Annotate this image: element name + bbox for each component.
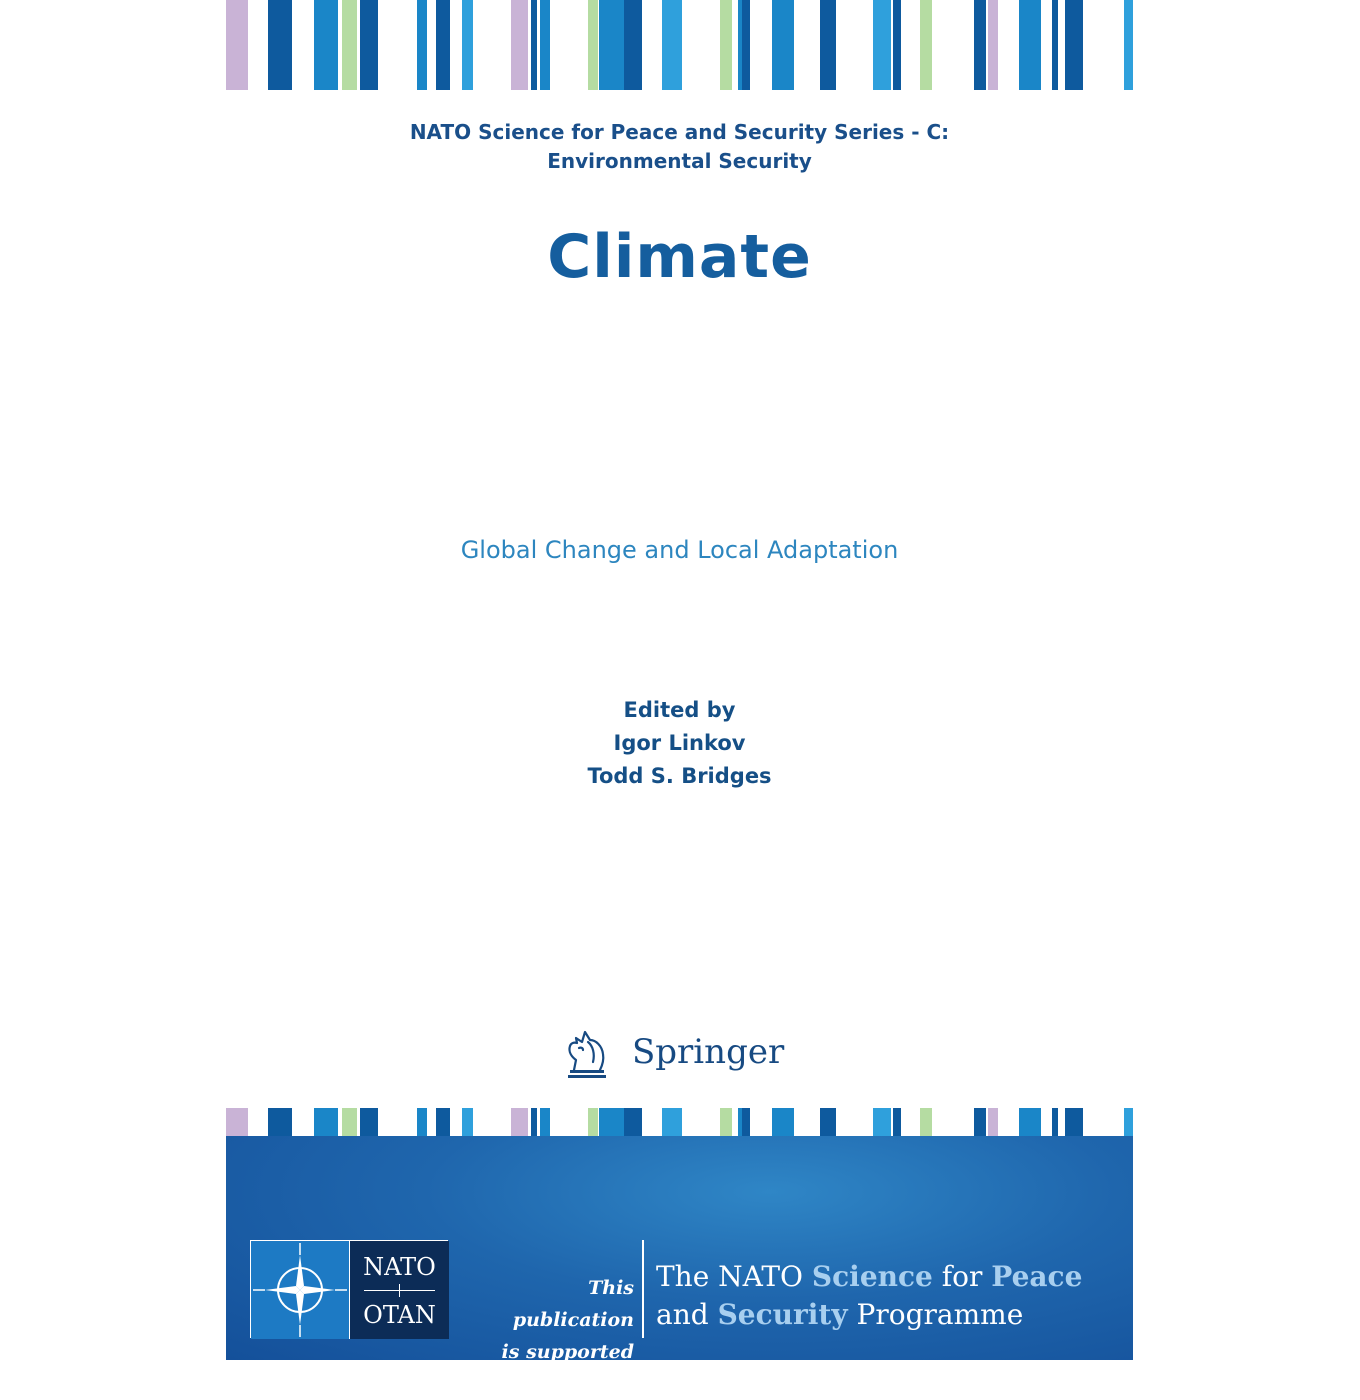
programme-highlight: Security: [717, 1298, 848, 1331]
edited-by-label: Edited by: [623, 698, 736, 722]
top-stripe-banner: [226, 0, 1133, 90]
programme-text: The NATO: [656, 1260, 812, 1293]
stripe-bar: [820, 1108, 836, 1136]
stripe-bar: [772, 1108, 794, 1136]
stripe-bar: [742, 1108, 750, 1136]
stripe-bar: [360, 1108, 378, 1136]
editor-name: Igor Linkov: [613, 731, 746, 755]
stripe-bar: [314, 1108, 338, 1136]
stripe-bar: [1124, 1108, 1133, 1136]
stripe-bar: [1019, 0, 1041, 90]
stripe-bar: [511, 1108, 528, 1136]
stripe-bar: [974, 1108, 986, 1136]
series-line-1: NATO Science for Peace and Security Series - C:: [409, 120, 950, 144]
supported-line-2: is supported by:: [501, 1341, 634, 1395]
stripe-bar: [720, 1108, 732, 1136]
logo-divider: [399, 1284, 400, 1297]
programme-line-2: [656, 1296, 1082, 1334]
stripe-bar: [462, 0, 473, 90]
band-divider: [642, 1240, 644, 1338]
programme-highlight: Peace: [991, 1260, 1083, 1293]
stripe-bar: [893, 0, 901, 90]
stripe-bar: [662, 1108, 682, 1136]
nato-otan-wordmark: [349, 1241, 449, 1339]
stripe-bar: [226, 1108, 248, 1136]
programme-line-1: [656, 1258, 1082, 1296]
stripe-bar: [820, 0, 836, 90]
nato-compass-star-icon: [251, 1241, 349, 1339]
stripe-bar: [624, 0, 642, 90]
book-cover: [226, 0, 1133, 1395]
publisher-logo: [226, 1024, 1133, 1084]
nato-otan-logo: [250, 1240, 448, 1338]
stripe-bar: [314, 0, 338, 90]
stripe-bar: [742, 0, 750, 90]
stripe-bar: [920, 1108, 932, 1136]
nato-support-band: [226, 1136, 1133, 1395]
stripe-bar: [873, 0, 891, 90]
editor-name: Todd S. Bridges: [587, 764, 772, 788]
supported-by-text: [466, 1272, 634, 1400]
stripe-bar: [988, 0, 998, 90]
stripe-bar: [462, 1108, 473, 1136]
stripe-bar: [342, 0, 357, 90]
otan-text: OTAN: [363, 1301, 436, 1329]
stripe-bar: [417, 1108, 427, 1136]
stripe-bar: [624, 1108, 642, 1136]
stripe-bar: [720, 0, 732, 90]
springer-knight-icon: [564, 1024, 614, 1080]
stripe-bar: [268, 1108, 292, 1136]
stripe-bar: [974, 0, 986, 90]
stripe-bar: [1124, 0, 1133, 90]
stripe-bar: [540, 1108, 550, 1136]
stripe-bar: [599, 1108, 624, 1136]
stripe-bar: [511, 0, 528, 90]
programme-text: Programme: [847, 1298, 1024, 1331]
stripe-bar: [920, 0, 932, 90]
stripe-bar: [1052, 0, 1058, 90]
stripe-bar: [540, 0, 550, 90]
bottom-stripe-banner: [226, 1108, 1133, 1136]
stripe-pattern: [226, 1108, 1133, 1136]
stripe-bar: [226, 0, 248, 90]
stripe-bar: [772, 0, 794, 90]
series-title: [226, 118, 1133, 176]
stripe-bar: [1052, 1108, 1058, 1136]
stripe-bar: [588, 1108, 598, 1136]
stripe-bar: [268, 0, 292, 90]
stripe-bar: [893, 1108, 901, 1136]
stripe-bar: [531, 1108, 537, 1136]
programme-text: for: [932, 1260, 992, 1293]
stripe-bar: [360, 0, 378, 90]
series-line-2: Environmental Security: [547, 149, 812, 173]
stripe-pattern: [226, 0, 1133, 90]
stripe-bar: [342, 1108, 357, 1136]
book-title: Climate: [547, 222, 812, 292]
nato-text: NATO: [363, 1253, 436, 1281]
supported-line-1: This publication: [512, 1277, 634, 1331]
stripe-bar: [873, 1108, 891, 1136]
stripe-bar: [436, 1108, 450, 1136]
stripe-bar: [436, 0, 450, 90]
programme-text: and: [656, 1298, 718, 1331]
book-subtitle: Global Change and Local Adaptation: [460, 536, 899, 564]
publisher-name: Springer: [632, 1032, 785, 1072]
stripe-bar: [1065, 0, 1083, 90]
stripe-bar: [599, 0, 624, 90]
stripe-bar: [1019, 1108, 1041, 1136]
programme-highlight: Science: [811, 1260, 933, 1293]
stripe-bar: [531, 0, 537, 90]
stripe-bar: [988, 1108, 998, 1136]
stripe-bar: [662, 0, 682, 90]
stripe-bar: [1065, 1108, 1083, 1136]
editors-block: [226, 694, 1133, 793]
stripe-bar: [417, 0, 427, 90]
programme-name: [656, 1258, 1082, 1334]
stripe-bar: [588, 0, 598, 90]
